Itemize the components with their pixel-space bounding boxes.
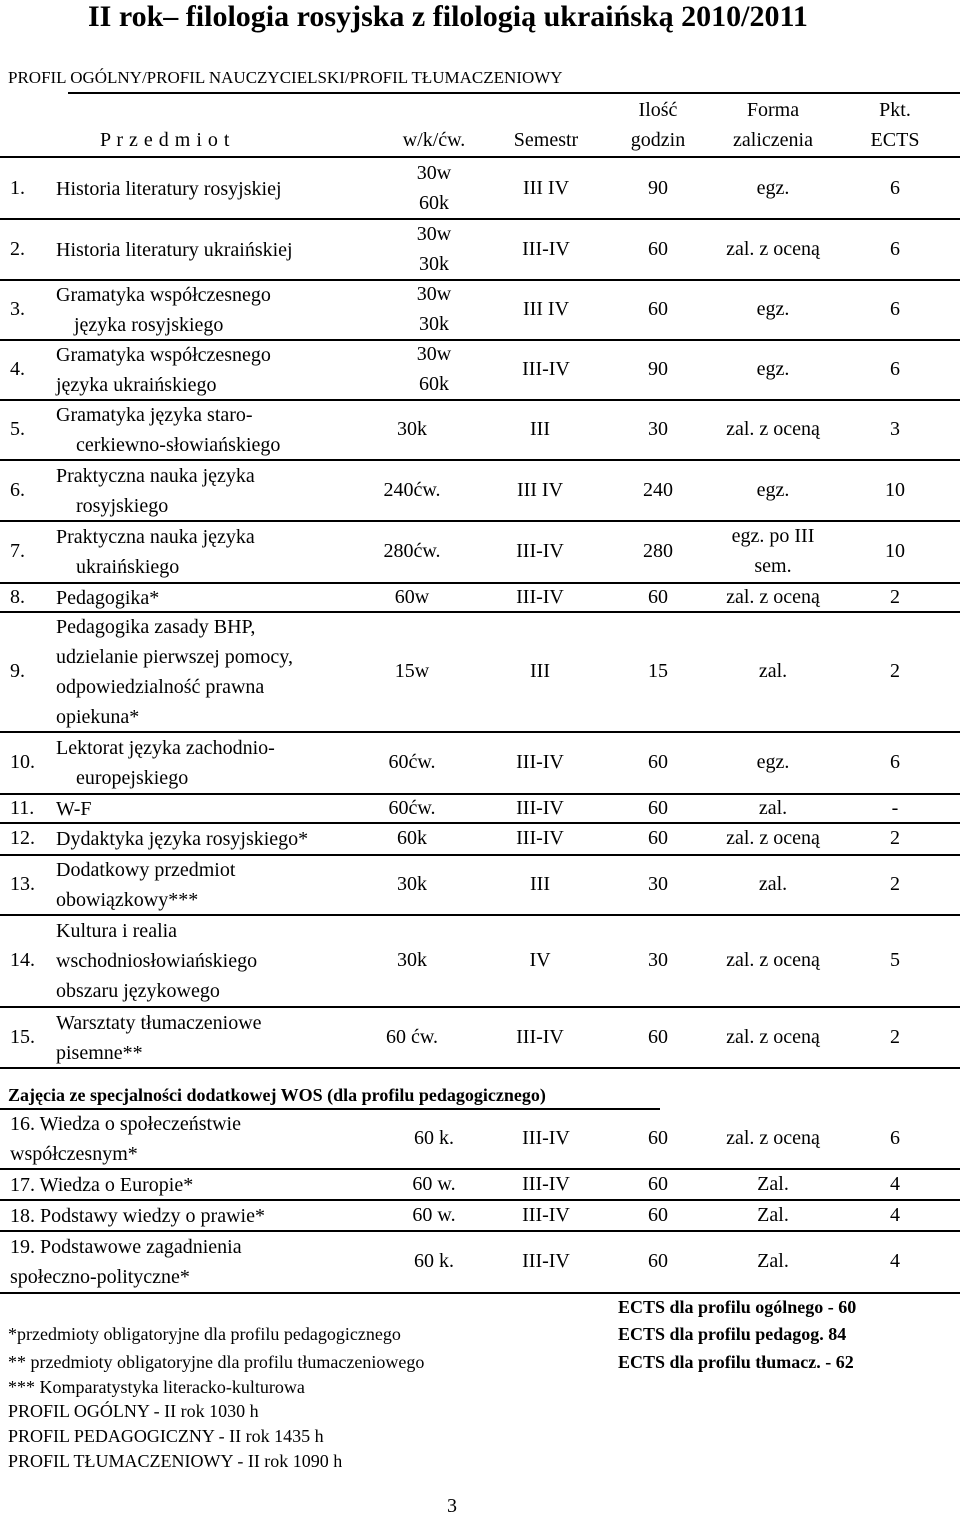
row-divider: [0, 1067, 960, 1069]
section-hours-value: 60: [648, 1203, 668, 1226]
subject-line: Gramatyka współczesnego: [56, 284, 271, 306]
hours-value: 30: [648, 418, 668, 440]
hours-value: 60: [648, 796, 668, 819]
header-form-1: Forma: [746, 99, 800, 121]
semester-value: III-IV: [522, 237, 570, 260]
form-value: zal. z oceną: [726, 585, 820, 608]
footnote: *** Komparatystyka literacko-kulturowa: [8, 1377, 305, 1397]
subject-line: udzielanie pierwszej pomocy,: [56, 646, 293, 668]
footnote: ** przedmioty obligatoryjne dla profilu tłumaczeniowego: [8, 1352, 425, 1372]
subject-line: Pedagogika*: [56, 586, 160, 609]
ects-value: 6: [890, 298, 900, 320]
header-form-2: zaliczenia: [733, 129, 813, 151]
row-number: 9.: [10, 660, 25, 682]
row-number: 8.: [10, 585, 25, 608]
section-form-value: Zal.: [757, 1172, 789, 1195]
subject-line: Gramatyka współczesnego: [56, 344, 271, 366]
ects-value: 3: [890, 418, 900, 440]
header-semester: Semestr: [513, 129, 579, 151]
wkc-value: 30k: [419, 252, 449, 275]
form-value: sem.: [754, 555, 792, 577]
section-semester-value: III-IV: [522, 1127, 570, 1149]
section-subject-line: współczesnym*: [10, 1143, 138, 1165]
subject-line: Praktyczna nauka języka: [56, 526, 255, 548]
header-hours-1: Ilość: [638, 99, 678, 121]
section-heading: Zajęcia ze specjalności dodatkowej WOS (dla profilu pedagogicznego): [8, 1085, 546, 1105]
semester-value: III-IV: [516, 796, 564, 819]
ects-value: -: [891, 796, 899, 819]
wkc-value: 30k: [419, 313, 449, 335]
subject-line: odpowiedzialność prawna: [56, 676, 265, 698]
row-number: 12.: [10, 827, 35, 849]
semester-value: III IV: [516, 478, 564, 501]
form-value: zal. z oceną: [726, 949, 820, 971]
section-hours-value: 60: [648, 1127, 668, 1149]
hours-value: 240: [643, 478, 673, 501]
section-form-value: zal. z oceną: [726, 1127, 820, 1149]
semester-value: III-IV: [516, 585, 564, 608]
semester-value: III: [530, 873, 550, 895]
hours-value: 30: [648, 873, 668, 895]
row-divider: [0, 156, 960, 158]
semester-value: III-IV: [516, 827, 564, 849]
row-number: 4.: [10, 358, 25, 380]
row-divider: [68, 92, 960, 94]
wkc-value: 60k: [419, 373, 449, 395]
section-subject-line: 17. Wiedza o Europie*: [10, 1173, 194, 1196]
header-subject: P r z e d m i o t: [100, 129, 230, 151]
header-hours-2: godzin: [630, 129, 686, 151]
ects-value: 10: [885, 540, 905, 562]
wkc-value: 60k: [419, 191, 449, 214]
wkc-value: 30k: [397, 418, 427, 440]
hours-value: 90: [648, 176, 668, 199]
wkc-value: 30w: [416, 283, 452, 305]
section-semester-value: III-IV: [522, 1250, 570, 1272]
wkc-value: 30w: [416, 222, 452, 245]
subject-line: obowiązkowy***: [56, 889, 199, 911]
section-wkc-value: 60 k.: [414, 1250, 454, 1272]
subject-line: opiekuna*: [56, 706, 140, 728]
wkc-value: 30k: [397, 873, 427, 895]
subject-line: Kultura i realia: [56, 920, 178, 942]
section-ects-value: 4: [890, 1172, 900, 1195]
subject-line: Historia literatury ukraińskiej: [56, 238, 293, 261]
row-number: 10.: [10, 751, 35, 773]
form-value: zal. z oceną: [726, 1025, 820, 1048]
form-value: zal. z oceną: [726, 827, 820, 849]
form-value: egz. po III: [731, 525, 815, 547]
ects-value: 2: [890, 585, 900, 608]
form-value: egz.: [756, 358, 790, 380]
footnote: *przedmioty obligatoryjne dla profilu pedagogicznego: [8, 1324, 401, 1344]
row-divider: [0, 218, 960, 220]
semester-value: III-IV: [516, 1025, 564, 1048]
hours-value: 30: [648, 949, 668, 971]
row-number: 13.: [10, 873, 35, 895]
wkc-value: 60 ćw.: [385, 1025, 439, 1048]
footnote: PROFIL PEDAGOGICZNY - II rok 1435 h: [8, 1426, 324, 1446]
wkc-value: 60w: [394, 585, 430, 608]
row-divider: [0, 793, 960, 795]
section-wkc-value: 60 k.: [414, 1127, 454, 1149]
form-value: zal. z oceną: [726, 418, 820, 440]
semester-value: III-IV: [516, 540, 564, 562]
row-number: 2.: [10, 237, 25, 260]
hours-value: 60: [648, 237, 668, 260]
form-value: zal.: [758, 660, 788, 682]
form-value: egz.: [756, 751, 790, 773]
row-number: 5.: [10, 418, 25, 440]
section-hours-value: 60: [648, 1172, 668, 1195]
section-subject-line: 19. Podstawowe zagadnienia: [10, 1236, 242, 1258]
wkc-value: 30w: [416, 343, 452, 365]
subject-line: europejskiego: [76, 767, 189, 789]
form-value: egz.: [756, 478, 790, 501]
ects-value: 6: [890, 751, 900, 773]
semester-value: III IV: [522, 298, 570, 320]
section-subject-line: społeczno-polityczne*: [10, 1266, 190, 1288]
section-form-value: Zal.: [757, 1250, 789, 1272]
hours-value: 90: [648, 358, 668, 380]
wkc-value: 60k: [397, 827, 427, 849]
page-subtitle: PROFIL OGÓLNY/PROFIL NAUCZYCIELSKI/PROFIL TŁUMACZENIOWY: [8, 68, 563, 87]
hours-value: 60: [648, 1025, 668, 1048]
subject-line: Historia literatury rosyjskiej: [56, 177, 282, 200]
semester-value: III IV: [522, 176, 570, 199]
subject-line: W-F: [56, 797, 92, 820]
hours-value: 60: [648, 585, 668, 608]
semester-value: III: [530, 660, 550, 682]
row-number: 11.: [10, 796, 35, 819]
ects-value: 6: [890, 176, 900, 199]
hours-value: 60: [648, 298, 668, 320]
semester-value: III: [530, 418, 550, 440]
wkc-value: 30w: [416, 161, 452, 184]
section-ects-value: 6: [890, 1127, 900, 1149]
subject-line: cerkiewno-słowiańskiego: [76, 434, 281, 456]
row-number: 15.: [10, 1025, 35, 1048]
page-number: 3: [447, 1495, 457, 1517]
page-title: II rok– filologia rosyjska z filologią ukraińską 2010/2011: [88, 0, 808, 33]
semester-value: IV: [529, 949, 551, 971]
form-value: zal. z oceną: [726, 237, 820, 260]
row-divider: [0, 1292, 960, 1294]
section-wkc-value: 60 w.: [412, 1203, 456, 1226]
ects-value: 2: [890, 873, 900, 895]
subject-line: języka rosyjskiego: [74, 314, 224, 336]
ects-value: 2: [890, 827, 900, 849]
subject-line: języka ukraińskiego: [56, 374, 217, 396]
subject-line: pisemne**: [56, 1041, 143, 1064]
ects-value: 6: [890, 237, 900, 260]
header-ects-1: Pkt.: [879, 99, 911, 121]
hours-value: 280: [643, 540, 673, 562]
section-subject-line: 16. Wiedza o społeczeństwie: [10, 1113, 241, 1135]
ects-total: ECTS dla profilu ogólnego - 60: [618, 1297, 857, 1317]
subject-line: ukraińskiego: [76, 556, 180, 578]
subject-line: Lektorat języka zachodnio-: [56, 737, 275, 759]
semester-value: III-IV: [516, 751, 564, 773]
form-value: egz.: [756, 298, 790, 320]
subject-line: Gramatyka języka staro-: [56, 404, 253, 426]
subject-line: Dydaktyka języka rosyjskiego*: [56, 828, 309, 850]
ects-total: ECTS dla profilu pedagog. 84: [618, 1324, 847, 1344]
ects-total: ECTS dla profilu tłumacz. - 62: [618, 1352, 854, 1372]
subject-line: obszaru językowego: [56, 980, 220, 1002]
row-number: 1.: [10, 176, 25, 199]
section-wkc-value: 60 w.: [412, 1172, 456, 1195]
row-number: 6.: [10, 478, 25, 501]
row-number: 14.: [10, 949, 35, 971]
ects-value: 10: [885, 478, 905, 501]
section-form-value: Zal.: [757, 1203, 789, 1226]
wkc-value: 60ćw.: [388, 796, 436, 819]
header-ects-2: ECTS: [870, 129, 920, 151]
section-ects-value: 4: [890, 1203, 900, 1226]
wkc-value: 240ćw.: [383, 478, 441, 501]
ects-value: 2: [890, 660, 900, 682]
section-semester-value: III-IV: [522, 1172, 570, 1195]
ects-value: 6: [890, 358, 900, 380]
hours-value: 60: [648, 751, 668, 773]
form-value: egz.: [756, 176, 790, 199]
form-value: zal.: [758, 796, 788, 819]
section-hours-value: 60: [648, 1250, 668, 1272]
section-ects-value: 4: [890, 1250, 900, 1272]
wkc-value: 15w: [394, 660, 430, 682]
wkc-value: 280ćw.: [383, 540, 441, 562]
section-subject-line: 18. Podstawy wiedzy o prawie*: [10, 1204, 265, 1227]
wkc-value: 30k: [397, 949, 427, 971]
row-number: 7.: [10, 540, 25, 562]
semester-value: III-IV: [522, 358, 570, 380]
row-number: 3.: [10, 298, 25, 320]
header-wkc: w/k/ćw.: [402, 129, 466, 151]
ects-value: 2: [890, 1025, 900, 1048]
subject-line: Pedagogika zasady BHP,: [56, 616, 256, 638]
section-semester-value: III-IV: [522, 1203, 570, 1226]
subject-line: Warsztaty tłumaczeniowe: [56, 1011, 262, 1034]
wkc-value: 60ćw.: [388, 751, 436, 773]
hours-value: 15: [648, 660, 668, 682]
ects-value: 5: [890, 949, 900, 971]
subject-line: wschodniosłowiańskiego: [56, 950, 258, 972]
subject-line: rosyjskiego: [76, 494, 169, 517]
subject-line: Dodatkowy przedmiot: [56, 859, 236, 881]
hours-value: 60: [648, 827, 668, 849]
subject-line: Praktyczna nauka języka: [56, 464, 255, 487]
footnote: PROFIL TŁUMACZENIOWY - II rok 1090 h: [8, 1451, 343, 1471]
form-value: zal.: [758, 873, 788, 895]
footnote: PROFIL OGÓLNY - II rok 1030 h: [8, 1401, 259, 1421]
